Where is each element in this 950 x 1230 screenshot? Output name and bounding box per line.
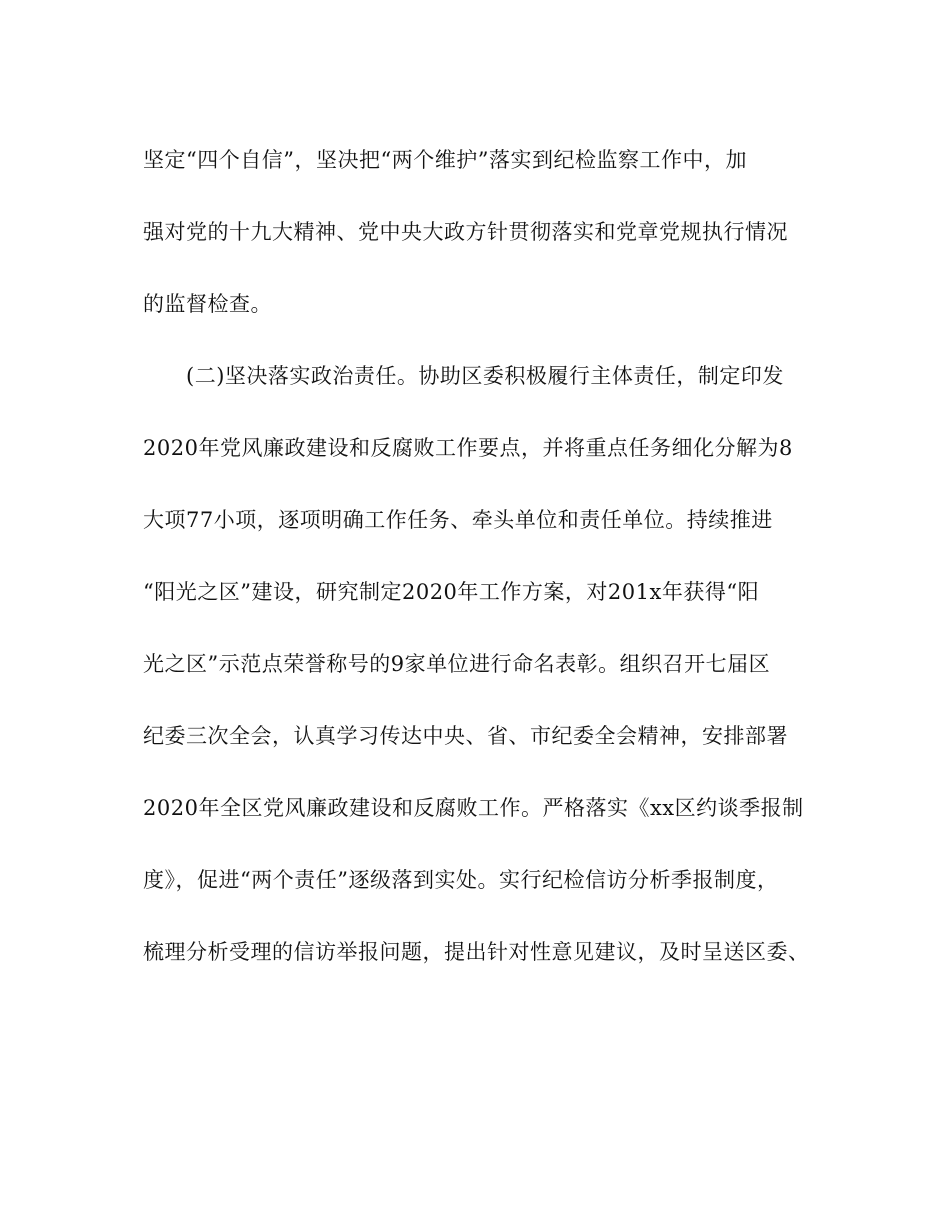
text-line: 强对党的十九大精神、党中央大政方针贯彻落实和党章党规执行情况 bbox=[143, 220, 788, 244]
text-line: 纪委三次全会，认真学习传达中央、省、市纪委全会精神，安排部署 bbox=[143, 724, 788, 748]
text-line: 的监督检查。 bbox=[143, 292, 272, 316]
paragraph-heading-line: (二)坚决落实政治责任。协助区委积极履行主体责任，制定印发 bbox=[186, 364, 784, 388]
text-line: “阳光之区”建设，研究制定2020年工作方案，对201x年获得“阳 bbox=[143, 580, 760, 604]
text-line: 坚定“四个自信”，坚决把“两个维护”落实到纪检监察工作中，加 bbox=[143, 148, 747, 172]
text-line: 2020年党风廉政建设和反腐败工作要点，并将重点任务细化分解为8 bbox=[143, 436, 793, 460]
text-line: 大项77小项，逐项明确工作任务、牵头单位和责任单位。持续推进 bbox=[143, 508, 773, 532]
text-line: 光之区”示范点荣誉称号的9家单位进行命名表彰。组织召开七届区 bbox=[143, 652, 771, 676]
text-line: 2020年全区党风廉政建设和反腐败工作。严格落实《xx区约谈季报制 bbox=[143, 796, 804, 820]
text-line: 梳理分析受理的信访举报问题，提出针对性意见建议，及时呈送区委、 bbox=[143, 940, 810, 964]
text-line: 度》，促进“两个责任”逐级落到实处。实行纪检信访分析季报制度， bbox=[143, 868, 779, 892]
